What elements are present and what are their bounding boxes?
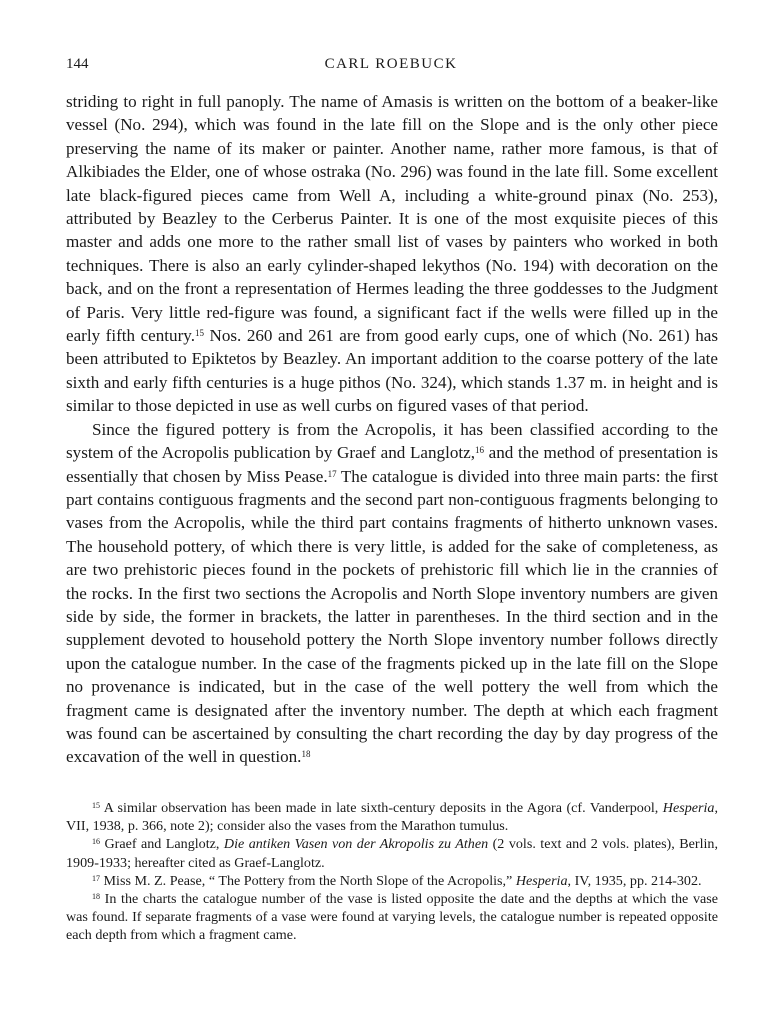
footnote-number: 15 [92,801,100,810]
footnote-ref-15[interactable]: 15 [195,328,205,339]
journal-title: Hesperia [662,800,715,816]
footnote-16 [66,835,718,871]
paragraph-1-text-a: striding to right in full panoply. The name of Amasis is written on the bottom of a beaker-like vessel (No. 294), which was found in the late fill on the Slope and is the only other piece preserving the name of its maker or painter. Another name, rather more famous, is that of Alkibiades the Elder, one of whose ostraka (No. 296) was found in the late fill. Some excellent late black-figured pieces came from Well A, including a white-ground pinax (No. 253), attributed by Beazley to the Cerberus Painter. It is one of the most exquisite pieces of this master and adds one more to the rather small list of vases by painters who worked in both techniques. There is also an early cylinder-shaped lekythos (No. 194) with decoration on the back, and on the front a representation of Hermes leading the three goddesses to the Judgment of Paris. Very little red-figure was found, a significant fact if the wells were filled up in the early fifth century. [66,92,718,346]
body-text [66,90,718,769]
footnote-18 [66,890,718,945]
page-number: 144 [66,56,89,72]
running-head: CARL ROEBUCK [324,56,458,72]
footnote-ref-18[interactable]: 18 [301,749,311,760]
book-title: Die antiken Vasen von der Akropolis zu Athen [223,836,489,853]
footnote-number: 18 [92,892,100,902]
footnote-number: 17 [92,873,100,883]
footnote-17 [66,872,718,890]
page-header [66,56,716,78]
footnote-number: 16 [92,837,100,847]
paragraph-2-text-a: Since the figured pottery is from the Acropolis, it has been classified according to the system of the Acropolis publication by Graef and Langlotz, [66,419,718,463]
footnote-ref-17[interactable]: 17 [327,468,337,479]
footnote-text: Graef and Langlotz, [100,836,224,853]
paragraph-1-text-b: Nos. 260 and 261 are from good early cups, one of which (No. 261) has been attributed to Epiktetos by Beazley. An important addition to the coarse pottery of the late sixth and early fifth centuries is a huge pithos (No. 324), which stands 1.37 m. in height and is similar to those depicted in use as well curbs on figured vases of that period. [66,326,718,416]
footnote-text: Miss M. Z. Pease, “ The Pottery from the North Slope of the Acropolis,” [100,872,516,889]
footnote-text: (2 vols. text and 2 vols. plates), Berlin, 1909-1933; hereafter cited as Graef-Langlotz. [66,836,718,871]
paragraph-2 [66,418,718,769]
footnote-ref-16[interactable]: 16 [474,445,484,456]
paragraph-1 [66,90,718,418]
footnote-15 [66,799,718,835]
footnote-text: In the charts the catalogue number of the vase is listed opposite the date and the depths at which the vase was found. If separate fragments of a vase were found at varying levels, the catalogue number is repeated opposite each depth from which a fragment came. [66,891,718,944]
journal-title: Hesperia [515,872,568,889]
footnotes [66,799,718,945]
footnote-text: , VII, 1938, p. 366, note 2); consider also the vases from the Marathon tumulus. [66,800,718,835]
paragraph-2-text-b: and the method of presentation is essentially that chosen by Miss Pease. [66,443,718,486]
paragraph-2-text-c: The catalogue is divided into three main parts: the first part contains contiguous fragments and the second part non-contiguous fragments belonging to vases from the Acropolis, while the third part contains fragments of hitherto unknown vases. The household pottery, of which there is very little, is added for the sake of completeness, as are two prehistoric pieces found in the pockets of prehistoric fill which lie in the crannies of the rocks. In the first two sections the Acropolis and North Slope inventory numbers are given side by side, the former in brackets, the latter in parentheses. In the third section and in the supplement devoted to household pottery the North Slope inventory number follows directly upon the catalogue number. In the case of the fragments picked up in the late fill on the Slope no provenance is indicated, but in the case of the well pottery the well from which the fragment came is designated after the inventory number. The depth at which each fragment was found can be ascertained by consulting the chart recording the day by day progress of the excavation of the well in question. [66,466,718,767]
footnote-text: A similar observation has been made in late sixth-century deposits in the Agora (cf. Vanderpool, [100,800,663,816]
footnote-text: , IV, 1935, pp. 214-302. [567,872,702,889]
